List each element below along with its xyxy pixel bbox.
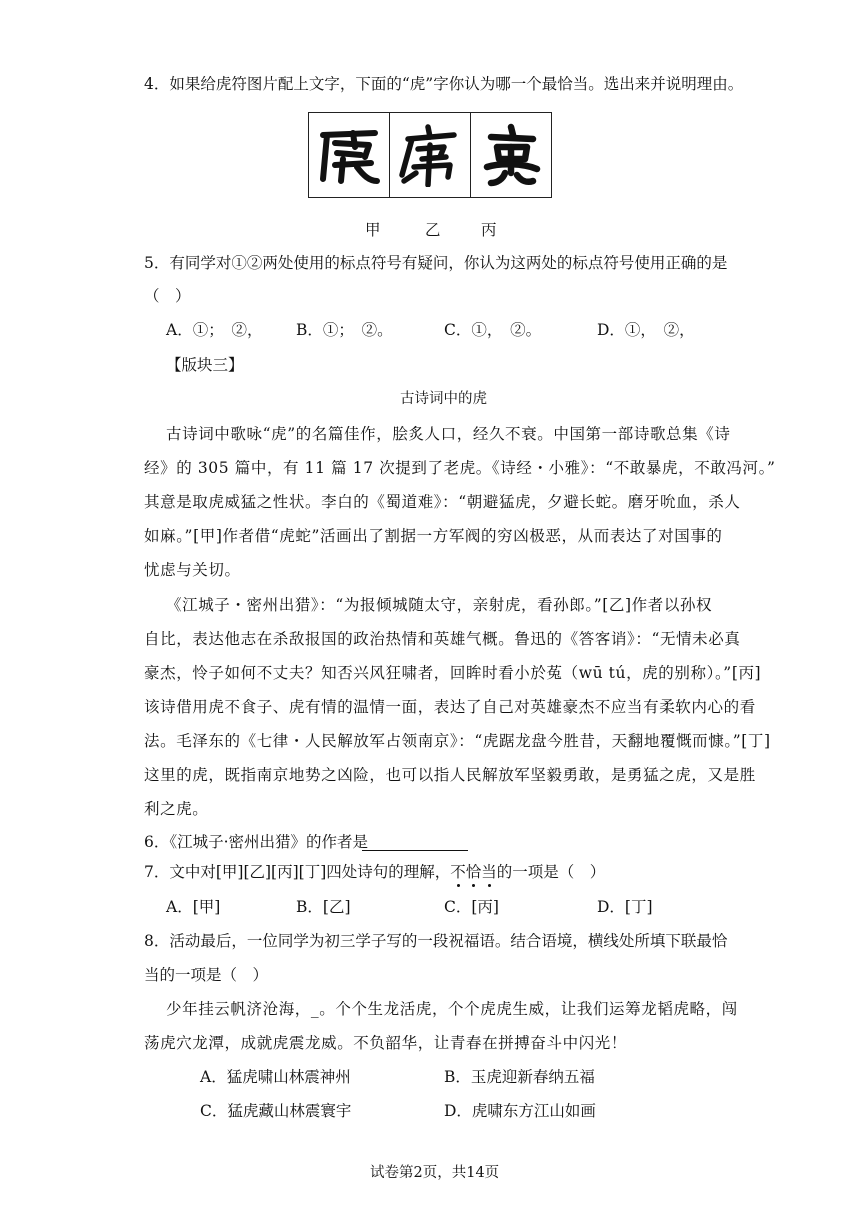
q7-option-b[interactable]: B．[乙] [296,898,351,916]
q8-option-a[interactable]: A．猛虎啸山林震神州 [200,1068,351,1086]
q5-option-a[interactable]: A．①； ②， [166,321,263,339]
q7-text-pre: 7．文中对[甲][乙][丙][丁]四处诗句的理解， [144,863,451,881]
q5-option-b[interactable]: B．①； ②。 [296,321,393,339]
q8-text-line1: 8．活动最后，一位同学为初三学子写的一段祝福语。结合语境，横线处所填下联最恰 [144,932,728,950]
q8-option-c[interactable]: C．猛虎藏山林震寰宇 [200,1102,352,1120]
tiger-glyph-table [308,112,552,198]
q8-option-b[interactable]: B．玉虎迎新春纳五福 [444,1068,595,1086]
article-line: 经》的 305 篇中，有 11 篇 17 次提到了老虎。《诗经・小雅》：“不敢暴虎，不敢冯河。” [144,459,776,477]
q4-text: 4．如果给虎符图片配上文字，下面的“虎”字你认为哪一个最恰当。选出来并说明理由。 [144,75,744,93]
q8-option-d[interactable]: D．虎啸东方江山如画 [444,1102,596,1120]
q7-text-post: 的一项是（ ） [496,863,606,881]
q5-text-line1: 5．有同学对①②两处使用的标点符号有疑问，你认为这两处的标点符号使用正确的是 [144,254,728,272]
q7-option-d[interactable]: D．[丁] [597,898,653,916]
q5-text-line2: （ ） [144,287,191,305]
q7-emphasis-char: 不 [450,863,466,881]
page-footer: 试卷第2页，共14页 [370,1165,500,1181]
q8-passage-line2: 荡虎穴龙潭，成就虎震龙威。不负韶华，让青春在拼搏奋斗中闪光！ [144,1034,628,1052]
article-line: 自比，表达他志在杀敌报国的政治热情和英雄气概。鲁迅的《答客诮》：“无情未必真 [144,630,741,648]
article-line: 利之虎。 [144,800,209,818]
q6-text: 6．《江城子·密州出猎》的作者是 [144,833,369,851]
q5-option-d[interactable]: D．①， ②， [597,321,695,339]
seal-tiger-glyph-jia-icon [313,123,385,187]
article-line: 如麻。”[甲]作者借“虎蛇”活画出了割据一方军阀的穷凶极恶，从而表达了对国事的 [144,527,723,545]
q7-option-a[interactable]: A．[甲] [166,898,221,916]
glyph-cell-yi [390,113,471,197]
article-line: 古诗词中歌咏“虎”的名篇佳作，脍炙人口，经久不衰。中国第一部诗歌总集《诗 [166,425,731,443]
article-line: 法。毛泽东的《七律・人民解放军占领南京》：“虎踞龙盘今胜昔，天翻地覆慨而慷。”[丁] [144,732,771,750]
glyph-cell-bing [471,113,551,197]
article-title: 古诗词中的虎 [400,391,487,407]
seal-tiger-glyph-yi-icon [394,123,466,187]
glyph-cell-jia [309,113,390,197]
article-line: 这里的虎，既指南京地势之凶险，也可以指人民解放军坚毅勇敢，是勇猛之虎，又是胜 [144,766,756,784]
article-line: 《江城子・密州出猎》：“为报倾城随太守，亲射虎，看孙郎。”[乙]作者以孙权 [166,596,713,614]
q8-passage-line1: 少年挂云帆济沧海，_。个个生龙活虎，个个虎虎生威，让我们运筹龙韬虎略，闯 [166,1000,738,1018]
section-heading: 【版块三】 [166,356,244,374]
q7-option-c[interactable]: C．[丙] [444,898,499,916]
q7-emphasis-char: 当 [481,863,497,881]
q7-text [144,862,605,882]
article-line: 其意是取虎威猛之性状。李白的《蜀道难》：“朝避猛虎，夕避长蛇。磨牙吮血，杀人 [144,493,741,511]
glyph-label-jia: 甲 [365,221,381,239]
article-line: 豪杰，怜子如何不丈夫？知否兴风狂啸者，回眸时看小於菟（wū tú，虎的别称）。”[丙] [144,664,762,682]
glyph-label-yi: 乙 [425,221,441,239]
q5-option-c[interactable]: C．①， ②。 [444,321,542,339]
q8-text-line2: 当的一项是（ ） [144,966,269,984]
q7-emphasis-char: 恰 [465,863,482,881]
glyph-label-bing: 丙 [481,221,497,239]
article-line: 该诗借用虎不食子、虎有情的温情一面，表达了自己对英雄豪杰不应当有柔软内心的看 [144,698,756,716]
seal-tiger-glyph-bing-icon [475,123,547,187]
article-line: 忧虑与关切。 [144,561,241,579]
q6-answer-blank[interactable] [362,850,468,851]
